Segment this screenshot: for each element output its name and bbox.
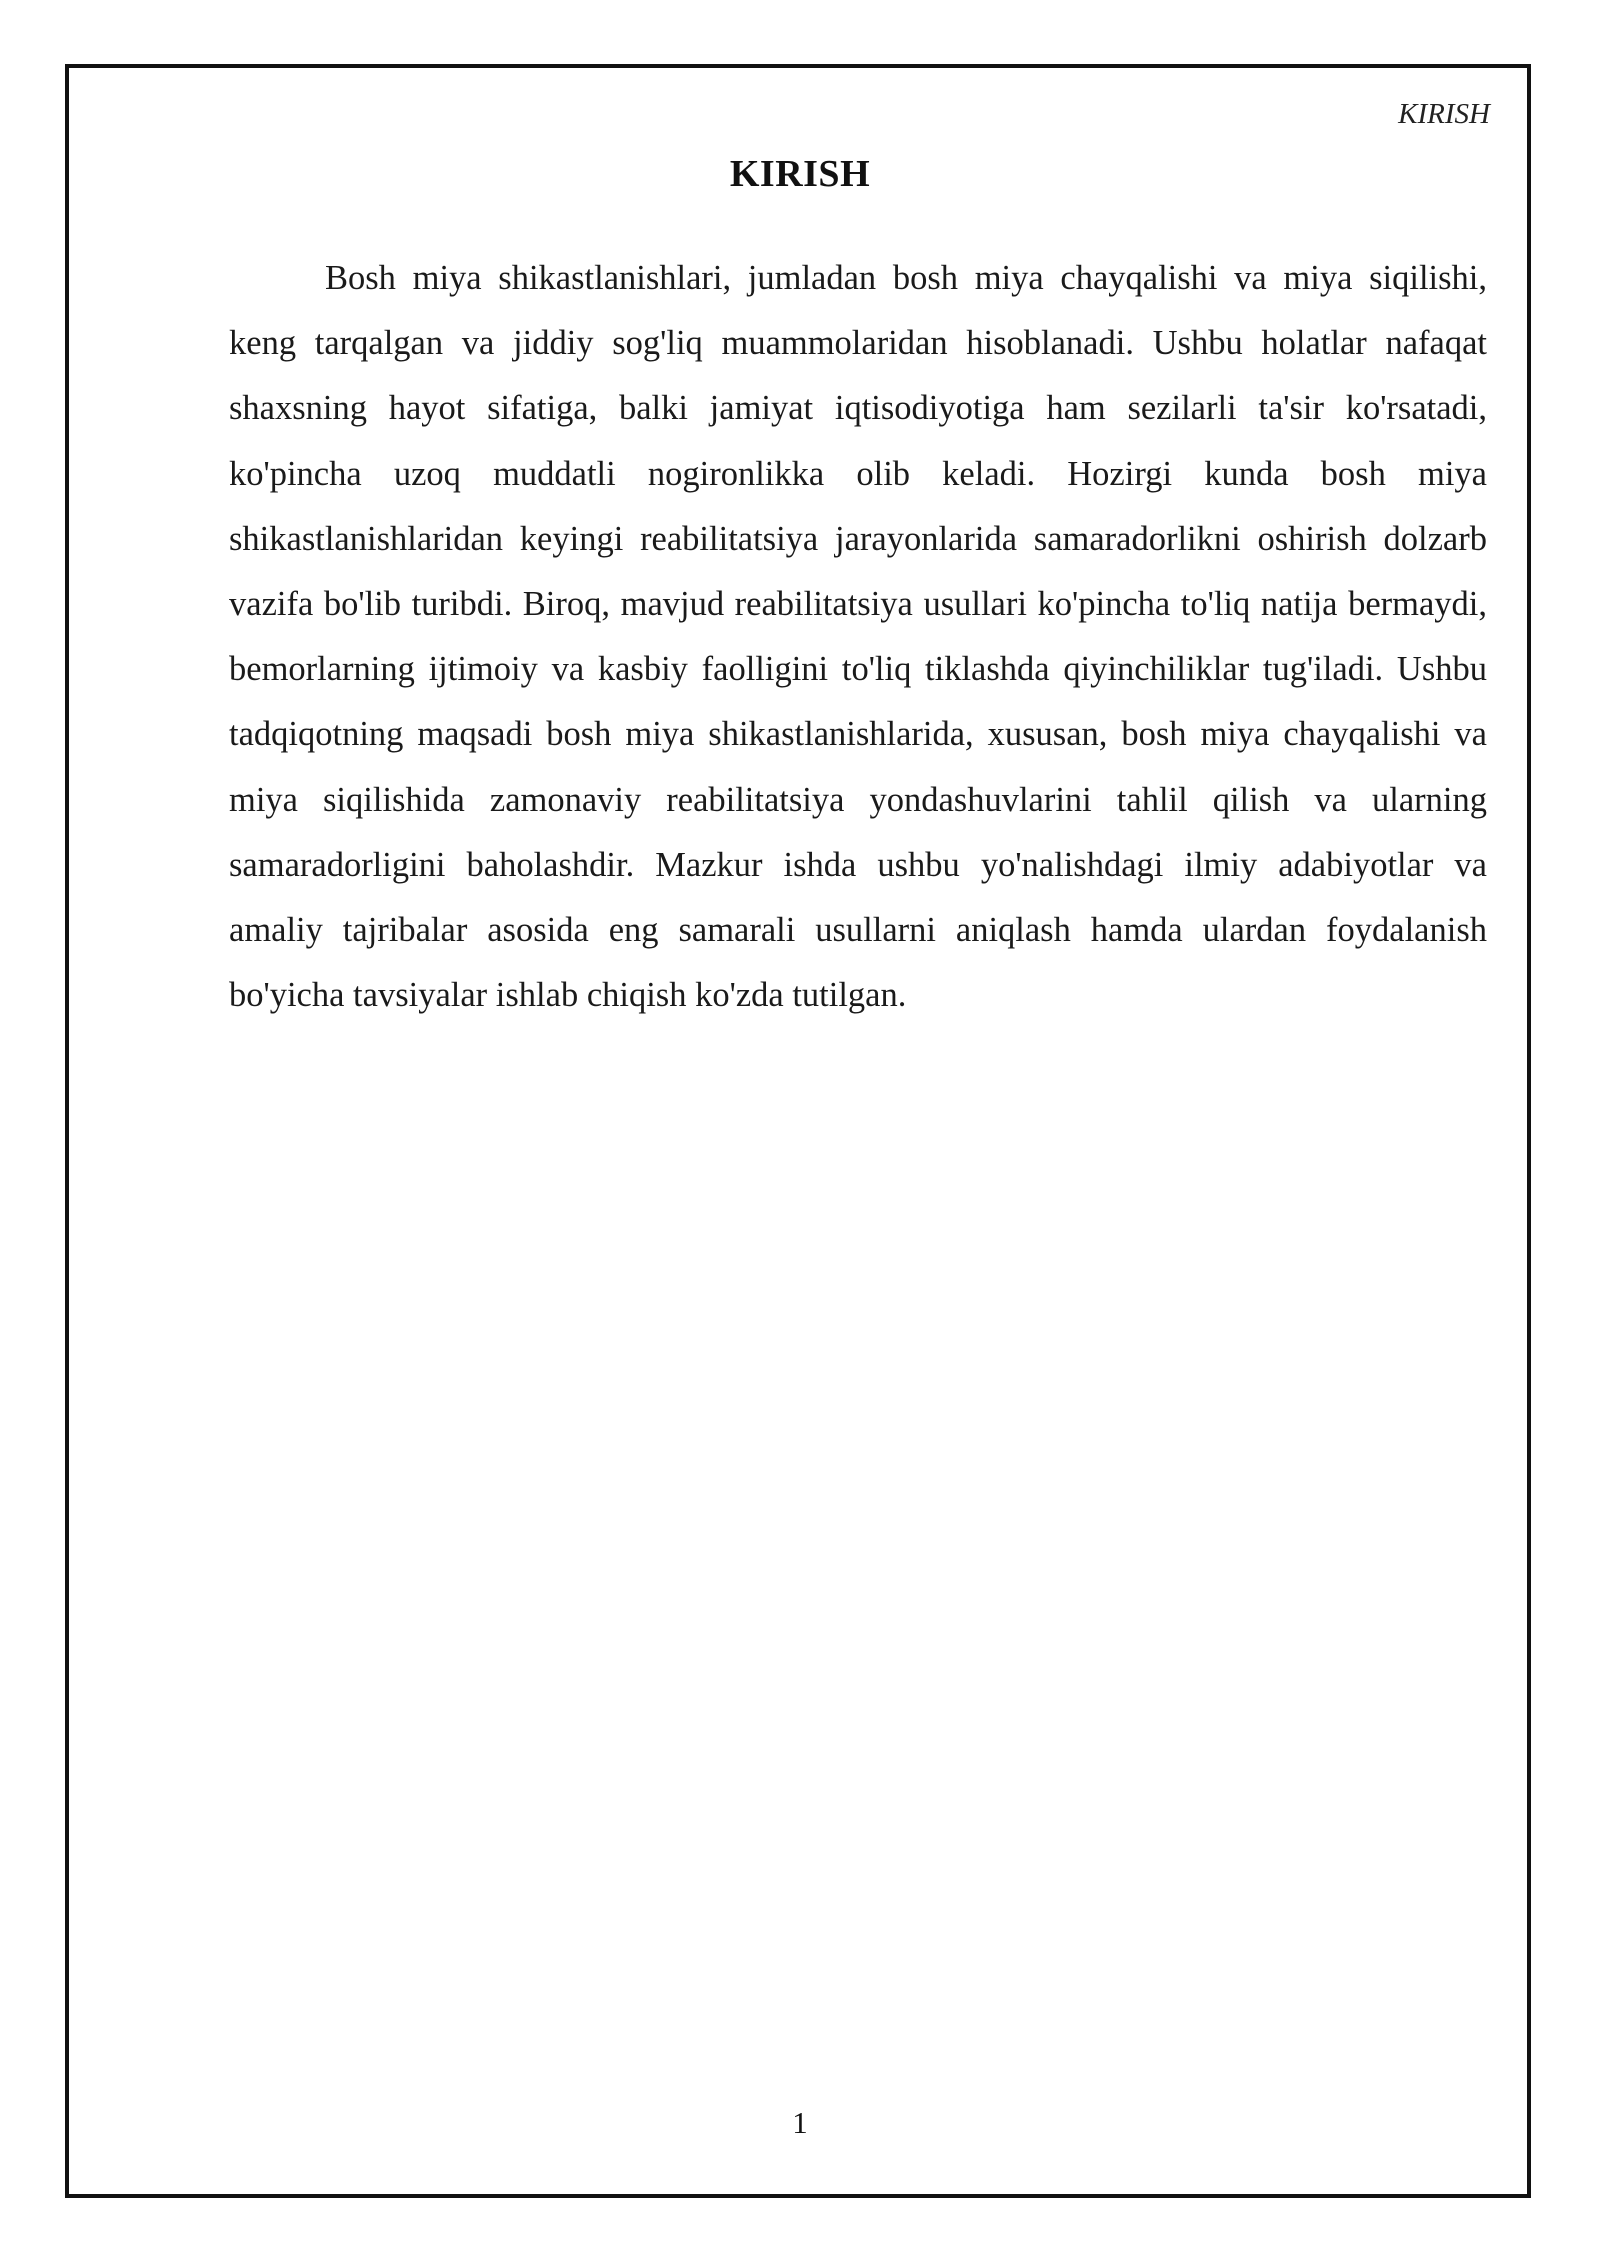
body-paragraph: Bosh miya shikastlanishlari, jumladan bosh miya chayqalishi va miya siqilishi, keng tarqalgan va jiddiy sog'liq muammolaridan hisoblanadi. Ushbu holatlar nafaqat shaxsning hayot sifatiga, balki jamiyat iqtisodiyotiga ham sezilarli ta'sir ko'rsatadi, ko'pincha uzoq muddatli nogironlikka olib keladi. Hozirgi kunda bosh miya shikastlanishlaridan keyingi reabilitatsiya jarayonlarida samaradorlikni oshirish dolzarb vazifa bo'lib turibdi. Biroq, mavjud reabilitatsiya usullari ko'pincha to'liq natija bermaydi, bemorlarning ijtimoiy va kasbiy faolligini to'liq tiklashda qiyinchiliklar tug'iladi. Ushbu tadqiqotning maqsadi bosh miya shikastlanishlarida, xususan, bosh miya chayqalishi va miya siqilishida zamonaviy reabilitatsiya yondashuvlarini tahlil qilish va ularning samaradorligini baholashdir. Mazkur ishda ushbu yo'nalishdagi ilmiy adabiyotlar va amaliy tajribalar asosida eng samarali usullarni aniqlash hamda ulardan foydalanish bo'yicha tavsiyalar ishlab chiqish ko'zda tutilgan.	[229, 259, 1487, 1015]
running-header: KIRISH	[1398, 98, 1490, 130]
page-number: 1	[792, 2105, 808, 2140]
page-title: KIRISH	[729, 153, 871, 195]
